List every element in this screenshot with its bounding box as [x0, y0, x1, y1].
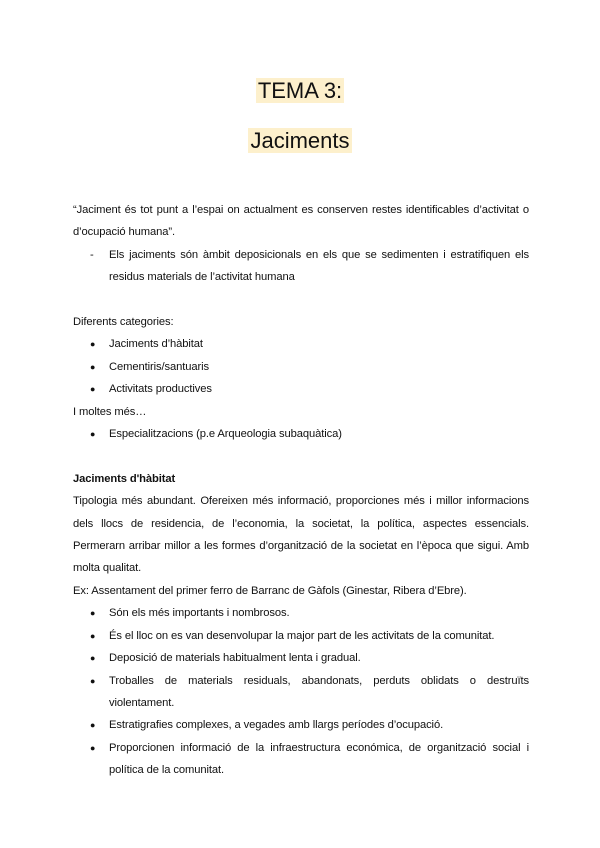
section-paragraph: Tipologia més abundant. Ofereixen més informació, proporciones més i millor informacions dels llocs de residencia, de l’economia, la societat, la política, aspectes essencials. Permerarn arribar millor a les formes d’organització de la societat en l’època que sigui. Amb molta qualitat. — [73, 495, 529, 575]
categories-list — [73, 333, 529, 400]
categories-intro: Diferents categories: — [73, 316, 174, 329]
bullet-icon: ● — [90, 653, 96, 664]
section-example: Ex: Assentament del primer ferro de Barranc de Gàfols (Ginestar, Ribera d’Ebre). — [73, 584, 467, 597]
title-line-2: Jaciments — [250, 128, 350, 153]
definition-quote: “Jaciment és tot punt a l’espai on actualment es conserven restes identificables d’activitat o d’ocupació humana”. — [73, 204, 529, 239]
bullet-icon: ● — [90, 675, 96, 686]
bullet-icon: ● — [90, 720, 96, 731]
definition-point — [73, 244, 529, 289]
bullet-icon: ● — [90, 608, 96, 619]
section-heading: Jaciments d'hàbitat — [73, 472, 176, 485]
dash-marker: - — [90, 248, 94, 261]
list-item: ● Estratigrafies complexes, a vegades amb llargs períodes d’ocupació. — [73, 714, 529, 736]
bullet-icon: ● — [90, 429, 96, 440]
bullet-icon: ● — [90, 742, 96, 753]
list-item: ● Cementiris/santuaris — [73, 356, 529, 378]
bullet-icon: ● — [90, 339, 96, 350]
title-line-1: TEMA 3: — [257, 78, 343, 103]
categories-more: I moltes més… — [73, 405, 147, 418]
list-item: ● És el lloc on es van desenvolupar la major part de les activitats de la comunitat. — [73, 625, 529, 647]
list-item: ● Deposició de materials habitualment lenta i gradual. — [73, 647, 529, 669]
bullet-icon: ● — [90, 630, 96, 641]
more-categories-list — [73, 423, 529, 445]
definition-point-text: Els jaciments són àmbit deposicionals en els que se sedimenten i estratifiquen els residus materials de l’activitat humana — [109, 248, 529, 284]
bullet-icon: ● — [90, 361, 96, 372]
list-item: ● Proporcionen informació de la infraestructura económica, de organització social i política de la comunitat. — [73, 737, 529, 782]
list-item: ● Activitats productives — [73, 378, 529, 400]
habitat-list — [73, 602, 529, 781]
list-item: ● Jaciments d’hàbitat — [73, 333, 529, 355]
list-item: ● Són els més importants i nombrosos. — [73, 602, 529, 624]
list-item: ● Especialitzacions (p.e Arqueologia subaquàtica) — [73, 423, 529, 445]
bullet-icon: ● — [90, 384, 96, 395]
list-item: ● Troballes de materials residuals, abandonats, perduts oblidats o destruïts violentament. — [73, 670, 529, 715]
document-body — [73, 199, 529, 782]
